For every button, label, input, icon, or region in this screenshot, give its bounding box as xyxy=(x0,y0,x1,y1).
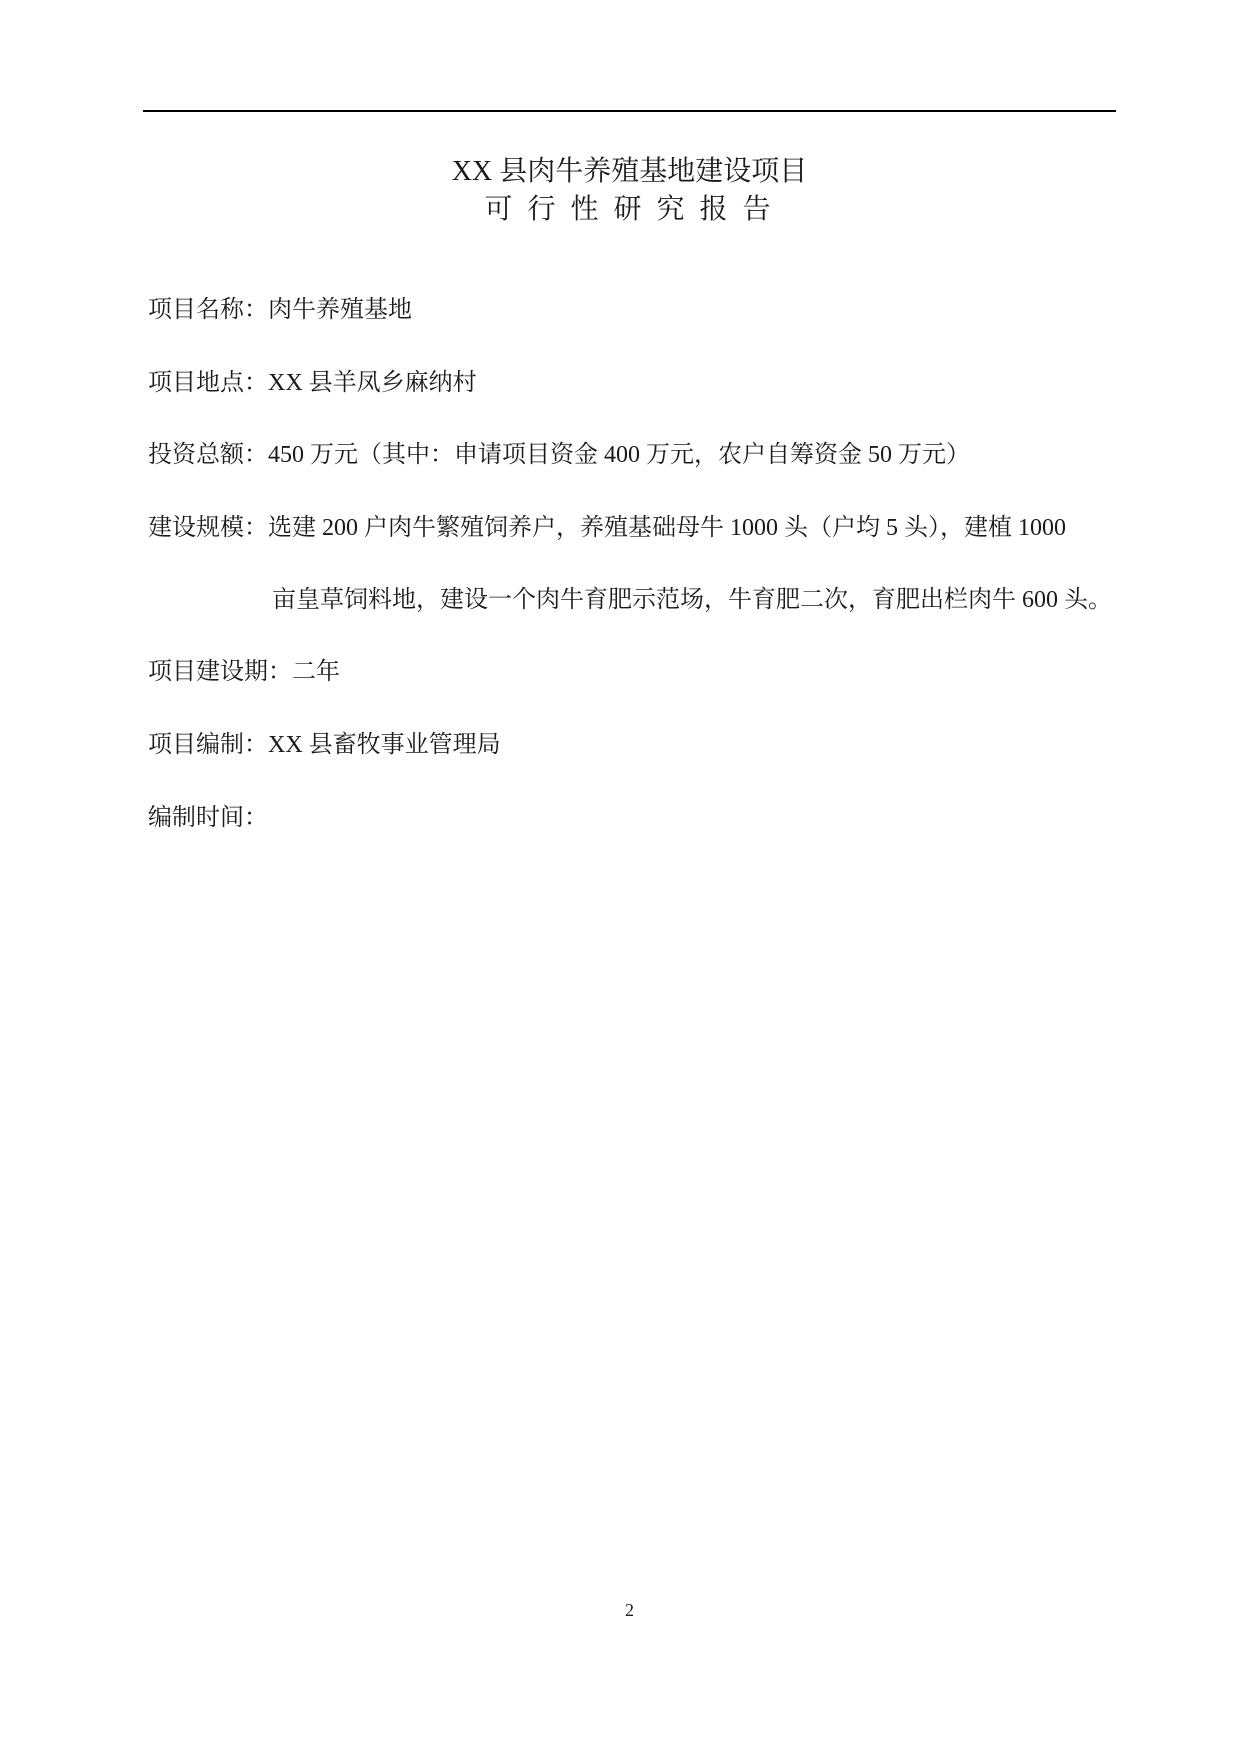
field-compiled-by xyxy=(148,730,501,760)
field-value: XX 县畜牧事业管理局 xyxy=(268,732,501,758)
field-label: 项目地点： xyxy=(148,370,268,396)
field-construction-scale-continuation: 亩皇草饲料地，建设一个肉牛育肥示范场，牛育肥二次，育肥出栏肉牛 600 头。 xyxy=(272,587,1112,613)
field-label: 编制时间： xyxy=(148,805,268,831)
field-project-name xyxy=(148,295,412,325)
field-value: 二年 xyxy=(292,659,340,685)
field-label: 项目编制： xyxy=(148,732,268,758)
field-value: 450 万元（其中：申请项目资金 400 万元，农户自筹资金 50 万元） xyxy=(268,442,970,468)
field-label: 建设规模： xyxy=(148,515,268,541)
field-compile-date xyxy=(148,803,268,833)
header-rule xyxy=(143,110,1116,112)
report-subtitle: 可 行 性 研 究 报 告 xyxy=(484,194,775,225)
field-label: 投资总额： xyxy=(148,442,268,468)
field-total-investment xyxy=(148,440,970,470)
field-construction-period xyxy=(148,657,340,687)
field-value: XX 县羊凤乡麻纳村 xyxy=(268,370,477,396)
field-label: 项目建设期： xyxy=(148,659,292,685)
field-label: 项目名称： xyxy=(148,297,268,323)
field-value: 选建 200 户肉牛繁殖饲养户，养殖基础母牛 1000 头（户均 5 头），建植 1000 xyxy=(268,515,1066,541)
report-title: XX 县肉牛养殖基地建设项目 xyxy=(451,156,808,187)
field-value: 肉牛养殖基地 xyxy=(268,297,412,323)
field-project-location xyxy=(148,368,477,398)
page-number: 2 xyxy=(625,1600,634,1620)
field-construction-scale xyxy=(148,513,1066,543)
